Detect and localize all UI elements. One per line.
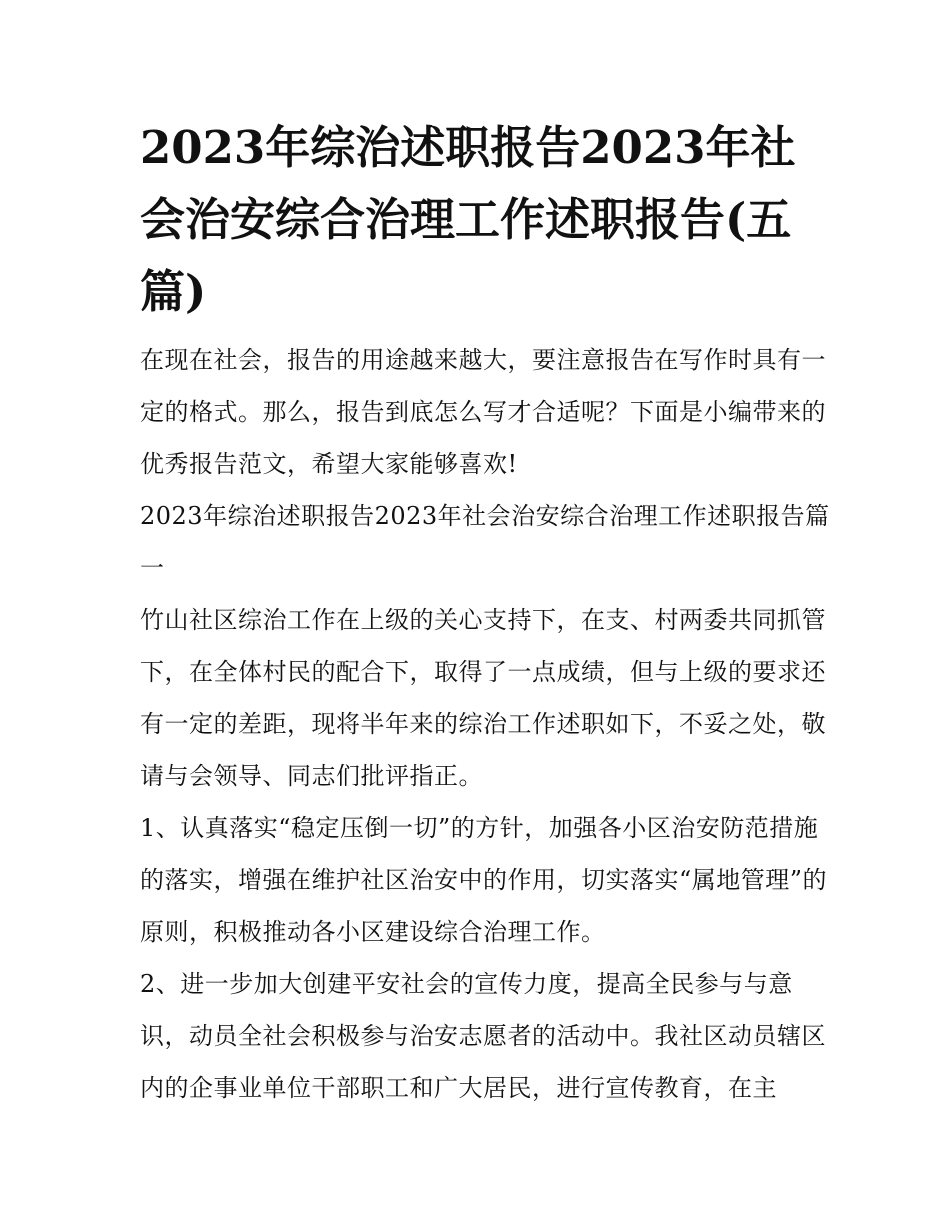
document-title: 2023年综治述职报告2023年社会治安综合治理工作述职报告(五篇): [140, 121, 796, 318]
section-heading: 2023年综治述职报告2023年社会治安综合治理工作述职报告篇一: [140, 502, 830, 582]
intro-paragraph: 在现在社会，报告的用途越来越大，要注意报告在写作时具有一定的格式。那么，报告到底怎么写才合适呢？下面是小编带来的优秀报告范文，希望大家能够喜欢!: [140, 346, 826, 478]
body-paragraph: 竹山社区综治工作在上级的关心支持下，在支、村两委共同抓管下，在全体村民的配合下，取得了一点成绩，但与上级的要求还有一定的差距，现将半年来的综治工作述职如下，不妥之处，敬请与会领导、同志们批评指正。: [140, 606, 826, 790]
list-item-1: 1、认真落实“稳定压倒一切”的方针，加强各小区治安防范措施的落实，增强在维护社区治安中的作用，切实落实“属地管理”的原则，积极推动各小区建设综合治理工作。: [140, 814, 828, 946]
list-item-2: 2、进一步加大创建平安社会的宣传力度，提高全民参与与意识，动员全社会积极参与治安志愿者的活动中。我社区动员辖区内的企事业单位干部职工和广大居民，进行宣传教育，在主: [140, 970, 826, 1102]
document-body: [140, 112, 830, 1114]
